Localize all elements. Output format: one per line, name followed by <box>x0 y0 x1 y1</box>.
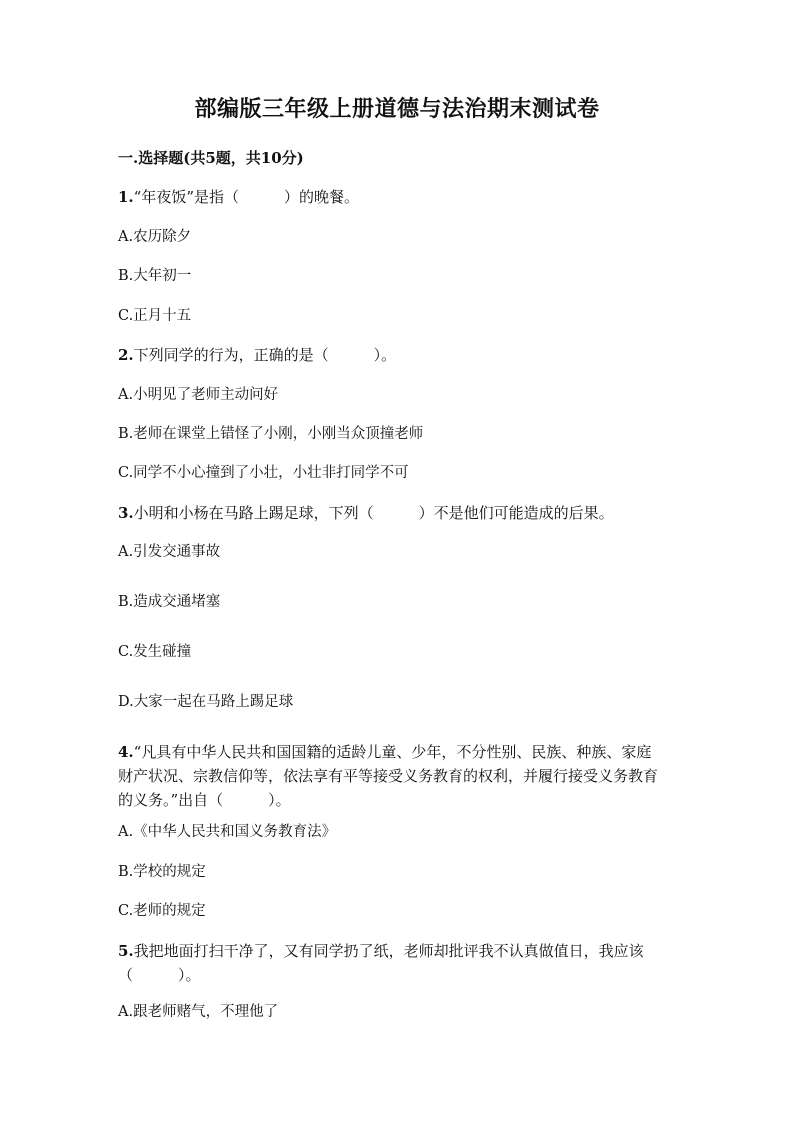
question-text: “凡具有中华人民共和国国籍的适龄儿童、少年，不分性别、民族、种族、家庭财产状况、宗教信仰等，依法享有平等接受义务教育的权利，并履行接受义务教育的义务。”出自（ ）。 <box>118 743 659 809</box>
question-3 <box>118 501 678 525</box>
option-2b: B.老师在课堂上错怪了小刚，小刚当众顶撞老师 <box>118 426 424 442</box>
option-4b: B.学校的规定 <box>118 864 206 880</box>
option-3a: A.引发交通事故 <box>118 544 221 560</box>
question-number: 1. <box>118 188 134 206</box>
option-3c: C.发生碰撞 <box>118 644 192 660</box>
question-text: “年夜饭”是指（ ）的晚餐。 <box>133 188 360 206</box>
section-heading: 一.选择题(共5题，共10分) <box>118 149 304 167</box>
option-4a: A.《中华人民共和国义务教育法》 <box>118 824 337 840</box>
question-number: 2. <box>118 346 134 364</box>
question-text: 我把地面打扫干净了，又有同学扔了纸，老师却批评我不认真做值日，我应该（ ）。 <box>118 942 644 984</box>
option-1c: C.正月十五 <box>118 308 192 324</box>
question-number: 4. <box>118 743 134 761</box>
option-1b: B.大年初一 <box>118 268 192 284</box>
question-number: 5. <box>118 942 134 960</box>
option-4c: C.老师的规定 <box>118 903 206 919</box>
option-3b: B.造成交通堵塞 <box>118 594 221 610</box>
question-text: 小明和小杨在马路上踢足球，下列（ ）不是他们可能造成的后果。 <box>133 504 614 522</box>
option-2a: A.小明见了老师主动问好 <box>118 387 279 403</box>
option-1a: A.农历除夕 <box>118 229 192 245</box>
option-5a: A.跟老师赌气，不理他了 <box>118 1004 279 1020</box>
option-3d: D.大家一起在马路上踢足球 <box>118 694 294 710</box>
question-4 <box>118 740 666 812</box>
question-number: 3. <box>118 504 134 522</box>
option-2c: C.同学不小心撞到了小壮，小壮非打同学不可 <box>118 465 409 481</box>
question-text: 下列同学的行为，正确的是（ ）。 <box>133 346 397 364</box>
question-1 <box>118 185 678 209</box>
question-5 <box>118 939 666 987</box>
question-2 <box>118 343 678 367</box>
page-title: 部编版三年级上册道德与法治期末测试卷 <box>194 96 600 122</box>
